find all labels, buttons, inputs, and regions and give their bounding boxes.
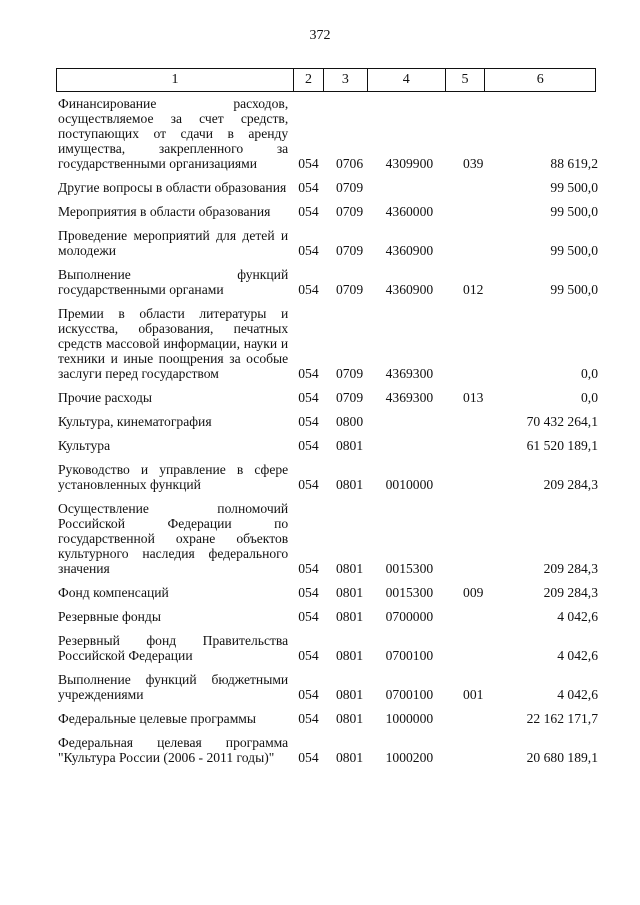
row-target-code: 4360900 bbox=[385, 282, 434, 297]
row-name: Другие вопросы в области образования bbox=[58, 180, 287, 195]
row-ministry-code: 054 bbox=[298, 750, 319, 765]
header-cell-2: 2 bbox=[294, 69, 324, 91]
row-section-code: 0801 bbox=[335, 609, 364, 624]
row-target-code: 4369300 bbox=[385, 366, 434, 381]
row-target-code: 4309900 bbox=[385, 156, 434, 171]
table-row bbox=[58, 390, 598, 405]
table-row bbox=[58, 609, 598, 624]
row-name: Проведение мероприятий для детей и молодежи bbox=[58, 228, 289, 258]
row-target-code: 1000000 bbox=[385, 711, 434, 726]
row-target-code: 4369300 bbox=[385, 390, 434, 405]
table-row bbox=[58, 204, 598, 219]
row-amount: 4 042,6 bbox=[557, 687, 598, 702]
row-section-code: 0709 bbox=[335, 390, 364, 405]
row-target-code: 0015300 bbox=[385, 585, 434, 600]
header-cell-1: 1 bbox=[57, 69, 294, 91]
row-section-code: 0709 bbox=[335, 180, 364, 195]
row-amount: 0,0 bbox=[581, 366, 598, 381]
row-expense-type: 039 bbox=[463, 156, 484, 171]
row-ministry-code: 054 bbox=[298, 204, 319, 219]
row-amount: 209 284,3 bbox=[543, 585, 598, 600]
row-section-code: 0706 bbox=[335, 156, 364, 171]
table-row bbox=[58, 585, 598, 600]
row-expense-type: 013 bbox=[463, 390, 484, 405]
row-amount: 99 500,0 bbox=[550, 282, 598, 297]
row-ministry-code: 054 bbox=[298, 438, 319, 453]
row-name: Культура, кинематография bbox=[58, 414, 212, 429]
row-ministry-code: 054 bbox=[298, 366, 319, 381]
row-ministry-code: 054 bbox=[298, 687, 319, 702]
row-name: Мероприятия в области образования bbox=[58, 204, 271, 219]
row-amount: 88 619,2 bbox=[550, 156, 598, 171]
row-section-code: 0709 bbox=[335, 366, 364, 381]
table-row bbox=[58, 228, 598, 258]
row-name: Федеральная целевая программа "Культура России (2006 - 2011 годы)" bbox=[58, 735, 289, 765]
row-target-code: 0700000 bbox=[385, 609, 434, 624]
row-ministry-code: 054 bbox=[298, 585, 319, 600]
table-row bbox=[58, 96, 598, 171]
table-row bbox=[58, 672, 598, 702]
table-row bbox=[58, 306, 598, 381]
row-name: Резервные фонды bbox=[58, 609, 161, 624]
row-ministry-code: 054 bbox=[298, 648, 319, 663]
table-row bbox=[58, 633, 598, 663]
row-ministry-code: 054 bbox=[298, 609, 319, 624]
table-row bbox=[58, 735, 598, 765]
table-row bbox=[58, 501, 598, 576]
table-row bbox=[58, 462, 598, 492]
row-name: Осуществление полномочий Российской Федерации по государственной охране объектов культурного наследия федерального значения bbox=[58, 501, 289, 576]
row-ministry-code: 054 bbox=[298, 477, 319, 492]
page-number: 372 bbox=[309, 28, 331, 43]
header-cell-6: 6 bbox=[536, 72, 544, 87]
header-cell-3: 3 bbox=[324, 69, 368, 91]
row-section-code: 0800 bbox=[335, 414, 364, 429]
table-row bbox=[58, 438, 598, 453]
row-name: Премии в области литературы и искусства, образования, печатных средств массовой информации, науки и техники и иные поощрения за особые заслуги перед государством bbox=[58, 306, 289, 381]
row-amount: 4 042,6 bbox=[557, 609, 598, 624]
header-cell-5: 5 bbox=[446, 69, 486, 91]
row-name: Резервный фонд Правительства Российской Федерации bbox=[58, 633, 289, 663]
row-amount: 61 520 189,1 bbox=[526, 438, 598, 453]
row-section-code: 0801 bbox=[335, 561, 364, 576]
table-row bbox=[58, 414, 598, 429]
row-amount: 99 500,0 bbox=[550, 204, 598, 219]
row-target-code: 4360000 bbox=[385, 204, 434, 219]
row-amount: 20 680 189,1 bbox=[526, 750, 598, 765]
row-name: Выполнение функций государственными органами bbox=[58, 267, 289, 297]
header-cell-4: 4 bbox=[368, 69, 446, 91]
row-expense-type: 001 bbox=[463, 687, 484, 702]
row-amount: 22 162 171,7 bbox=[526, 711, 598, 726]
row-name: Выполнение функций бюджетными учреждениями bbox=[58, 672, 289, 702]
row-section-code: 0801 bbox=[335, 438, 364, 453]
row-target-code: 0700100 bbox=[385, 648, 434, 663]
row-section-code: 0709 bbox=[335, 243, 364, 258]
row-ministry-code: 054 bbox=[298, 390, 319, 405]
row-section-code: 0709 bbox=[335, 204, 364, 219]
row-section-code: 0801 bbox=[335, 648, 364, 663]
row-target-code: 0700100 bbox=[385, 687, 434, 702]
row-target-code: 1000200 bbox=[385, 750, 434, 765]
row-name: Прочие расходы bbox=[58, 390, 153, 405]
row-ministry-code: 054 bbox=[298, 243, 319, 258]
row-ministry-code: 054 bbox=[298, 282, 319, 297]
row-ministry-code: 054 bbox=[298, 711, 319, 726]
row-expense-type: 012 bbox=[463, 282, 484, 297]
table-body bbox=[58, 96, 598, 774]
row-name: Финансирование расходов, осуществляемое за счет средств, поступающих от сдачи в аренду имущества, закрепленного за государственными организациями bbox=[58, 96, 289, 171]
row-amount: 0,0 bbox=[581, 390, 598, 405]
row-name: Руководство и управление в сфере установленных функций bbox=[58, 462, 289, 492]
row-amount: 4 042,6 bbox=[557, 648, 598, 663]
row-amount: 70 432 264,1 bbox=[526, 414, 598, 429]
row-ministry-code: 054 bbox=[298, 180, 319, 195]
row-section-code: 0801 bbox=[335, 477, 364, 492]
row-amount: 209 284,3 bbox=[543, 561, 598, 576]
row-section-code: 0801 bbox=[335, 585, 364, 600]
row-ministry-code: 054 bbox=[298, 156, 319, 171]
row-name: Культура bbox=[58, 438, 111, 453]
table-row bbox=[58, 267, 598, 297]
row-expense-type: 009 bbox=[463, 585, 484, 600]
row-amount: 99 500,0 bbox=[550, 180, 598, 195]
row-ministry-code: 054 bbox=[298, 561, 319, 576]
table-row bbox=[58, 180, 598, 195]
row-target-code: 4360900 bbox=[385, 243, 434, 258]
row-name: Фонд компенсаций bbox=[58, 585, 169, 600]
row-section-code: 0801 bbox=[335, 687, 364, 702]
row-target-code: 0015300 bbox=[385, 561, 434, 576]
row-section-code: 0801 bbox=[335, 711, 364, 726]
row-section-code: 0709 bbox=[335, 282, 364, 297]
row-ministry-code: 054 bbox=[298, 414, 319, 429]
table-header bbox=[56, 68, 596, 92]
row-target-code: 0010000 bbox=[385, 477, 434, 492]
row-section-code: 0801 bbox=[335, 750, 364, 765]
row-amount: 99 500,0 bbox=[550, 243, 598, 258]
row-name: Федеральные целевые программы bbox=[58, 711, 257, 726]
row-amount: 209 284,3 bbox=[543, 477, 598, 492]
table-row bbox=[58, 711, 598, 726]
